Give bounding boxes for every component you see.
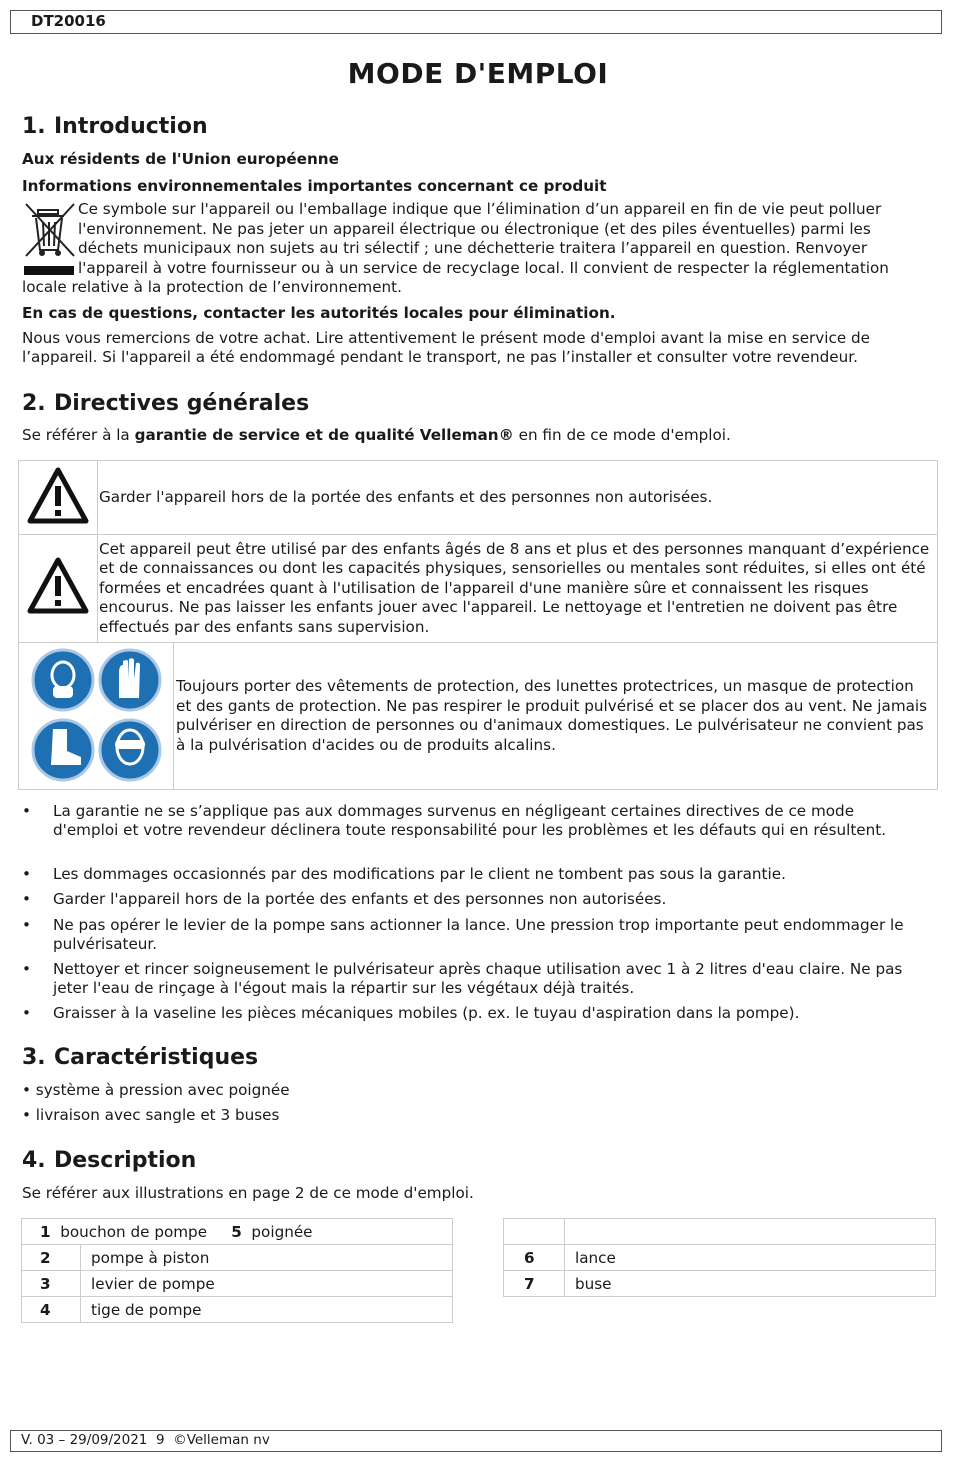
ppe-box [18, 642, 938, 790]
bullet-dot: • [22, 960, 31, 978]
gloves-icon [100, 650, 160, 710]
table-row [22, 1271, 453, 1297]
thanks-paragraph: Nous vous remercions de votre achat. Lire attentivement le présent mode d'emploi avant la mise en service de l’appareil. Si l'appareil a été endommagé pendant le transport, ne pas l’installer et consulter votre revendeur. [22, 329, 870, 366]
bullet-item [22, 1004, 922, 1023]
table-row [22, 1219, 453, 1245]
part-number [504, 1219, 565, 1245]
warning-box-usage [18, 534, 938, 643]
table-row [22, 1297, 453, 1323]
section-4-heading [22, 1148, 196, 1173]
weee-text: Ce symbole sur l'appareil ou l'emballage indique que l’élimination d’un appareil en fin de vie peut polluer l'environnement. Ne pas jeter un appareil électrique ou électronique (et des piles éventuelles) parmi les déchets municipaux non sujets au tri sélectif ; une déchetterie traitera l’appareil en question. Renvoyer l'appareil à votre fournisseur ou à un service de recyclage local. Il convient de respecter la réglementation locale relative à la protection de l’environnement. [22, 200, 889, 296]
bullet-item [22, 890, 922, 909]
goggles-icon [100, 720, 160, 780]
bullet-text: Les dommages occasionnés par des modifications par le client ne tombent pas sous la garantie. [53, 865, 786, 883]
feature-item: • système à pression avec poignée [22, 1081, 290, 1099]
feature-item: • livraison avec sangle et 3 buses [22, 1106, 280, 1124]
warning-box-children [18, 460, 938, 535]
page-number: 9 [156, 1432, 165, 1448]
part-number: 2 [22, 1245, 81, 1271]
part-label: buse [565, 1271, 936, 1297]
bullet-text: Ne pas opérer le levier de la pompe sans actionner la lance. Une pression trop importante peut endommager le pulvérisateur. [53, 916, 904, 953]
bullet-item [22, 802, 922, 840]
product-code: DT20016 [31, 12, 106, 30]
header-bar [10, 10, 942, 34]
mask-icon [33, 650, 93, 710]
bullet-text: Garder l'appareil hors de la portée des enfants et des personnes non autorisées. [53, 890, 667, 908]
ppe-icons-cell [19, 643, 174, 789]
part-number: 1 [40, 1222, 51, 1241]
bullet-dot: • [22, 890, 31, 908]
part-number: 4 [22, 1297, 81, 1323]
ppe-icons [19, 643, 173, 789]
bullet-dot: • [22, 1004, 31, 1022]
ppe-text: Toujours porter des vêtements de protection, des lunettes protectrices, un masque de protection et des gants de protection. Ne pas respirer le produit pulvérisé et se placer dos au vent. Ne jamais pulvériser en direction de personnes ou d'animaux domestiques. Le pulvérisateur ne convient pas à la pulvérisation d'acides ou de produits alcalins. [176, 677, 928, 754]
part-label: bouchon de pompe [60, 1222, 208, 1241]
section-number: 3. [22, 1045, 46, 1070]
section-number: 2. [22, 391, 46, 416]
section-1-heading [22, 114, 208, 139]
part-number: 3 [22, 1271, 81, 1297]
questions-note: En cas de questions, contacter les autorités locales pour élimination. [22, 304, 616, 322]
section-2-heading [22, 391, 309, 416]
eu-residents-heading: Aux résidents de l'Union européenne [22, 150, 339, 168]
warning-text-2: Cet appareil peut être utilisé par des enfants âgés de 8 ans et plus et des personnes manquant d’expérience et de connaissances ou dont les capacités physiques, sensorielles ou mentales sont réduites, si elles ont été formées et encadrées quant à l'utilisation de l'appareil d'une manière sûre et connaissent les risques encourus. Ne pas laisser les enfants jouer avec l'appareil. Le nettoyage et l'entretien ne doivent pas être effectués par des enfants sans supervision. [99, 539, 930, 636]
table-row [22, 1245, 453, 1271]
version-text: V. 03 – 29/09/2021 [21, 1432, 148, 1448]
boots-icon [33, 720, 93, 780]
part-number: 5 [231, 1222, 242, 1241]
bullet-dot: • [22, 916, 31, 934]
warning-triangle-icon [19, 461, 97, 533]
section-number: 4. [22, 1148, 46, 1173]
warning-icon-cell [19, 461, 98, 534]
part-label [565, 1219, 936, 1245]
part-number: 6 [504, 1245, 565, 1271]
copyright-text: ©Velleman nv [173, 1432, 270, 1448]
bullet-text: Graisser à la vaseline les pièces mécaniques mobiles (p. ex. le tuyau d'aspiration dans la pompe). [53, 1004, 800, 1022]
part-label: levier de pompe [81, 1271, 453, 1297]
section-3-heading [22, 1045, 258, 1070]
bullet-item [22, 865, 922, 884]
section-title: Description [54, 1148, 197, 1173]
part-label: lance [565, 1245, 936, 1271]
part-label: pompe à piston [81, 1245, 453, 1271]
bullet-item [22, 960, 922, 998]
ref-suffix: en fin de ce mode d'emploi. [513, 426, 731, 444]
parts-table-right [503, 1218, 936, 1297]
bullet-item [22, 916, 922, 954]
weee-bin-icon [22, 200, 78, 276]
table-row [504, 1271, 936, 1297]
table-cell [22, 1219, 453, 1245]
section-number: 1. [22, 114, 46, 139]
ref-bold: garantie de service et de qualité Velleman® [134, 426, 514, 444]
bullet-text: Nettoyer et rincer soigneusement le pulvérisateur après chaque utilisation avec 1 à 2 litres d'eau claire. Ne pas jeter l'eau de rinçage à l'égout mais la répartir sur les végétaux déjà traités. [53, 960, 903, 997]
section-title: Introduction [54, 114, 208, 139]
section-title: Caractéristiques [54, 1045, 259, 1070]
bullet-dot: • [22, 865, 31, 883]
bullet-text: La garantie ne se s’applique pas aux dommages survenus en négligeant certaines directives de ce mode d'emploi et votre revendeur déclinera toute responsabilité pour les problèmes et les défauts qui en résultent. [53, 802, 887, 839]
page-title: MODE D'EMPLOI [347, 57, 609, 90]
weee-paragraph [22, 200, 934, 298]
table-row [504, 1245, 936, 1271]
table-row [504, 1219, 936, 1245]
warning-triangle-icon [19, 535, 97, 641]
part-number: 7 [504, 1271, 565, 1297]
part-label: tige de pompe [81, 1297, 453, 1323]
env-info-heading: Informations environnementales importantes concernant ce produit [22, 177, 607, 195]
parts-table-left [21, 1218, 453, 1323]
warning-icon-cell [19, 535, 98, 642]
ref-prefix: Se référer à la [22, 426, 135, 444]
part-label: poignée [251, 1222, 313, 1241]
description-reference: Se référer aux illustrations en page 2 de ce mode d'emploi. [22, 1184, 474, 1202]
footer-bar [10, 1430, 942, 1452]
guarantee-reference [22, 426, 934, 445]
bullet-dot: • [22, 802, 31, 820]
warning-text-1: Garder l'appareil hors de la portée des enfants et des personnes non autorisées. [99, 487, 713, 506]
section-title: Directives générales [54, 391, 310, 416]
